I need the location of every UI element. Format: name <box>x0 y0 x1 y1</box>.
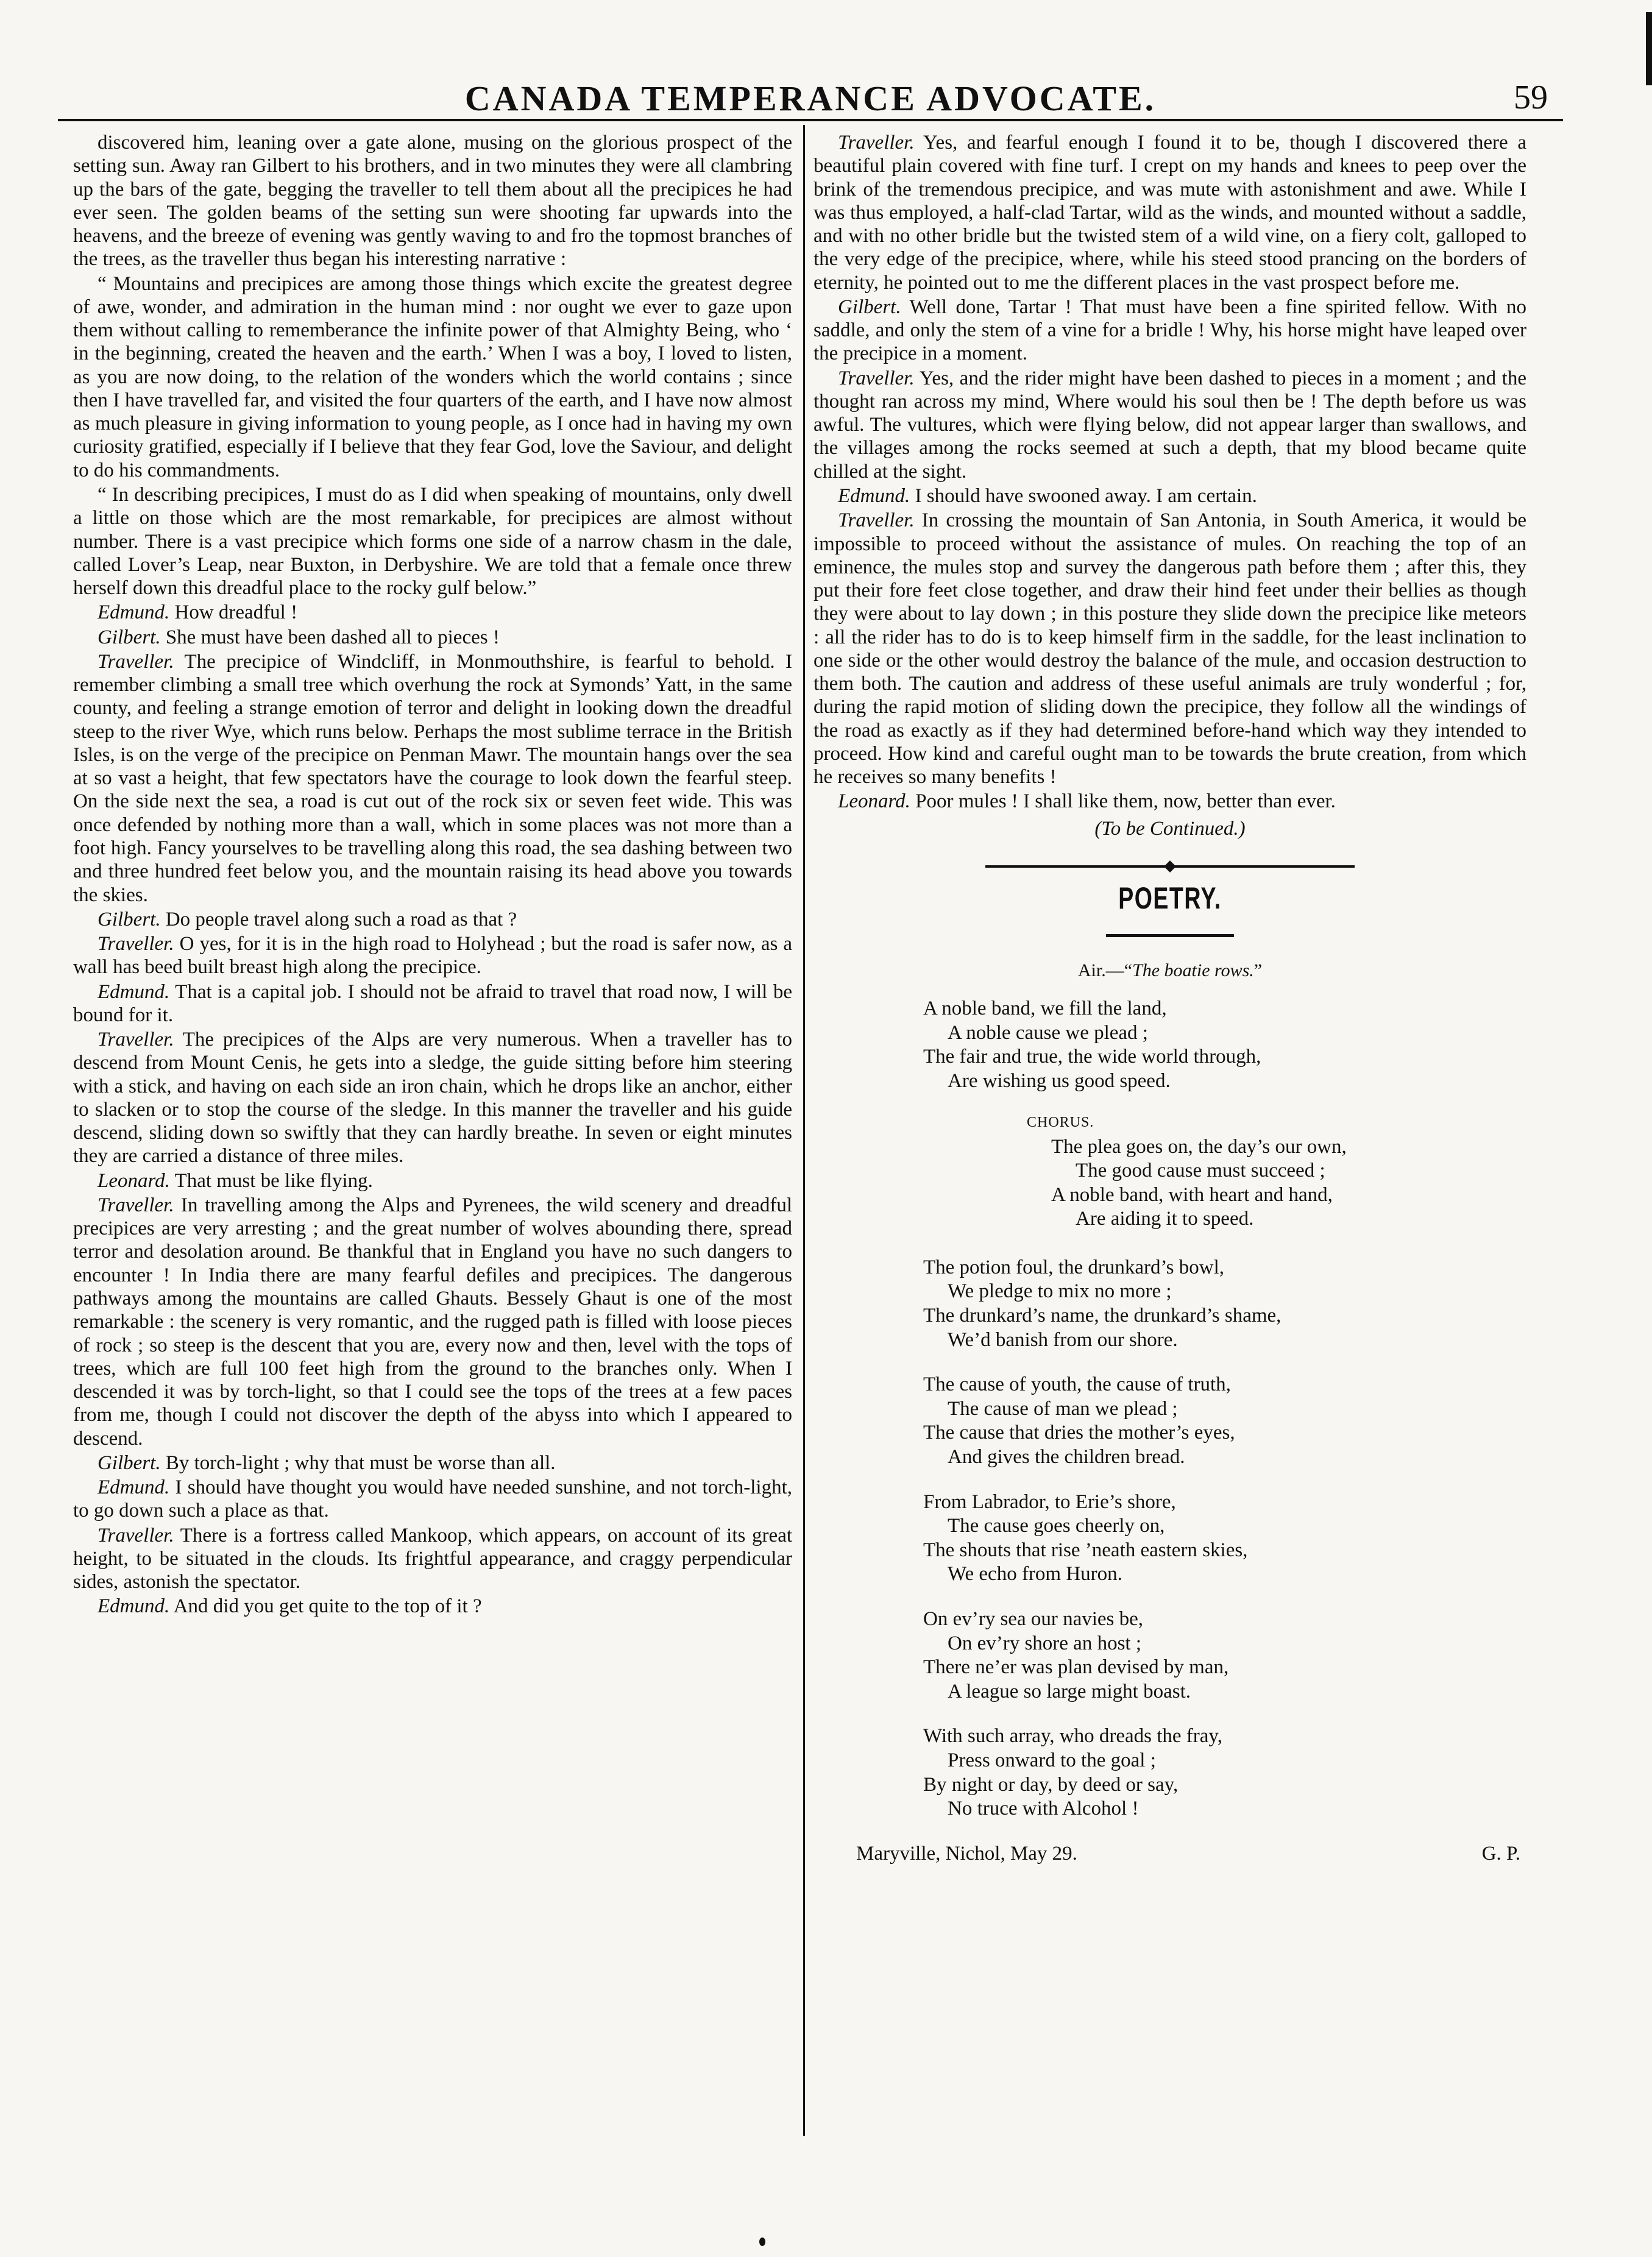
author-initials: G. P. <box>1481 1842 1520 1865</box>
verse-line: A noble cause we plead ; <box>948 1021 1148 1044</box>
speaker-name: Edmund. <box>838 484 910 507</box>
chorus-label: CHORUS. <box>1027 1114 1094 1130</box>
column-divider <box>803 125 805 2136</box>
speaker-name: Edmund. <box>97 601 170 624</box>
paragraph-text: Yes, and fearful enough I found it to be, though I discovered there a beautiful plain covered with fine turf. I crept on my hands and knees to peep over the brink of the tremendous precipice, and was mute with astonishment and awe. While I was thus employed, a half-clad Tartar, wild as the winds, and mounted without a saddle, and with no other bridle but the twisted stem of a wild vine, on a fiery colt, galloped to the very edge of the precipice, where, while his steed stood prancing on the borders of eternity, he pointed out to me the different places in the vast prospect before me. <box>814 132 1526 294</box>
speaker-name: Leonard. <box>838 790 910 813</box>
speaker-name: Traveller. <box>838 132 915 154</box>
air-line <box>814 960 1526 982</box>
paragraph-text: How dreadful ! <box>174 601 298 624</box>
right-column-dialogue <box>814 131 1526 813</box>
verse-line: The cause of man we plead ; <box>948 1397 1178 1420</box>
paragraph <box>73 1451 792 1475</box>
paragraph-text: In crossing the mountain of San Antonia, in South America, it would be impossible to proceed without the assistance of mules. On reaching the top of an eminence, the mules stop and survey the dangerous path before them ; after this, they put their fore feet close together, and draw their hind feet under their bellies as though they were about to lay down ; in this posture they slide down the precipice like meteors : all the rider has to do is to keep himself firm in the saddle, for the least inclination to one side or the other would destroy the balance of the mule, and occasion destruction to them both. The caution and address of these useful animals are truly wonderful ; for, during the rapid motion of sliding down the precipice, they follow all the windings of the road as exactly as if they had determined before-hand which way they intended to proceed. How kind and careful ought man to be towards the brute creation, from which he receives so many benefits ! <box>814 509 1526 788</box>
page-edge-mark <box>1646 12 1652 85</box>
speaker-name: Leonard. <box>97 1169 170 1192</box>
paragraph <box>73 908 792 931</box>
air-prefix: Air.—“ <box>1077 960 1133 980</box>
paragraph <box>73 980 792 1027</box>
verse-line: A noble band, we fill the land, <box>923 997 1167 1020</box>
paragraph <box>73 1595 792 1618</box>
right-column <box>814 131 1526 1873</box>
page-number: 59 <box>1514 79 1548 116</box>
speaker-name: Gilbert. <box>97 1451 161 1474</box>
paragraph <box>814 131 1526 294</box>
speaker-name: Gilbert. <box>838 296 901 318</box>
verse-line: Press onward to the goal ; <box>948 1749 1156 1771</box>
verse-line: The cause goes cheerly on, <box>948 1515 1165 1537</box>
verse-line: The cause that dries the mother’s eyes, <box>923 1422 1235 1444</box>
poem-stanzas <box>814 1256 1526 1821</box>
verse-line: The fair and true, the wide world through, <box>923 1046 1261 1068</box>
paragraph-text: Yes, and the rider might have been dashed to pieces in a moment ; and the thought ran across my mind, Where would his soul then be ! The depth before us was awful. The vultures, which were flying below, did not appear larger than swallows, and the villages among the rocks seemed at such a depth, that my blood became quite chilled at the sight. <box>814 367 1526 483</box>
paragraph <box>814 509 1526 788</box>
paragraph-text: Well done, Tartar ! That must have been a fine spirited fellow. With no saddle, and only the stem of a vine for a bridle ! Why, his horse might have leaped over the precipice in a moment. <box>814 296 1526 365</box>
verse-line: And gives the children bread. <box>948 1446 1185 1469</box>
air-suffix: ” <box>1253 960 1263 980</box>
to-be-continued: (To be Continued.) <box>1094 817 1246 840</box>
speaker-name: Edmund. <box>97 1476 170 1499</box>
paragraph-text: By torch-light ; why that must be worse than all. <box>165 1451 556 1474</box>
stanza-4 <box>923 1490 1526 1587</box>
speaker-name: Traveller. <box>97 1524 174 1547</box>
paragraph <box>73 650 792 907</box>
speaker-name: Traveller. <box>97 650 174 673</box>
verse-line: The shouts that rise ’neath eastern skies, <box>923 1539 1248 1561</box>
paragraph <box>73 932 792 979</box>
paragraph <box>73 1476 792 1523</box>
stanza-5 <box>923 1607 1526 1704</box>
paragraph <box>73 272 792 482</box>
paragraph-text: She must have been dashed all to pieces ! <box>165 626 500 648</box>
paragraph-text: And did you get quite to the top of it ? <box>173 1595 482 1618</box>
paragraph-text: “ Mountains and precipices are among those things which excite the greatest degree of awe, wonder, and admiration in the human mind : nor ought we ever to gaze upon them without calling to rememberance the infinite power of that Almighty Being, who ‘ in the beginning, created the heaven and the earth.’ When I was a boy, I loved to listen, as you are now doing, to the relation of the wonders which the world contains ; since then I have travelled far, and visited the four quarters of the earth, and I have now almost as much pleasure in giving information to young people, as I once had in having my own curiosity gratified, especially if I believe that they fear God, love the Saviour, and delight to do his commandments. <box>73 272 792 481</box>
verse-line: There ne’er was plan devised by man, <box>923 1656 1229 1679</box>
paragraph <box>814 484 1526 508</box>
speaker-name: Edmund. <box>97 980 170 1003</box>
stanza-6 <box>923 1724 1526 1821</box>
left-column <box>73 131 792 1620</box>
paragraph <box>73 1194 792 1450</box>
paragraph-text: O yes, for it is in the high road to Holyhead ; but the road is safer now, as a wall has beed built breast high along the precipice. <box>73 933 793 979</box>
speaker-name: Traveller. <box>838 509 915 532</box>
paragraph <box>73 1524 792 1594</box>
paragraph <box>73 483 792 600</box>
verse-line: We’d banish from our shore. <box>948 1328 1178 1351</box>
verse-line: From Labrador, to Erie’s shore, <box>923 1490 1176 1513</box>
signature-line <box>814 1842 1526 1873</box>
paragraph-text: That is a capital job. I should not be afraid to travel that road now, I will be bound for it. <box>73 980 793 1026</box>
paragraph <box>73 1169 792 1192</box>
ornament-top <box>814 854 1526 877</box>
verse-line: We pledge to mix no more ; <box>948 1280 1172 1303</box>
speaker-name: Edmund. <box>97 1595 170 1618</box>
verse-line: We echo from Huron. <box>948 1563 1122 1586</box>
verse-line: The potion foul, the drunkard’s bowl, <box>923 1256 1225 1278</box>
speaker-name: Traveller. <box>97 933 174 955</box>
verse-line: The cause of youth, the cause of truth, <box>923 1373 1231 1396</box>
chorus-line: A noble band, with heart and hand, <box>1051 1183 1333 1206</box>
speaker-name: Traveller. <box>97 1194 174 1216</box>
stanza-3 <box>923 1373 1526 1469</box>
chorus-line: The plea goes on, the day’s our own, <box>1051 1135 1347 1158</box>
stanza-2 <box>923 1256 1526 1352</box>
paragraph <box>73 1028 792 1168</box>
paragraph-text: Do people travel along such a road as that ? <box>165 908 517 930</box>
poetry-heading: POETRY. <box>1118 881 1222 916</box>
paragraph <box>73 131 792 271</box>
paragraph-text: I should have thought you would have needed sunshine, and not torch-light, to go down such a place as that. <box>73 1476 792 1522</box>
verse-line: On ev’ry shore an host ; <box>948 1632 1142 1654</box>
paragraph-text: There is a fortress called Mankoop, which appears, on account of its great height, to be situated in the clouds. Its frightful appearance, and craggy perpendicular sides, astonish the spectator. <box>73 1524 793 1593</box>
paragraph <box>814 367 1526 483</box>
stanza-1 <box>923 997 1526 1093</box>
speaker-name: Gilbert. <box>97 626 161 648</box>
verse-line: Are wishing us good speed. <box>948 1070 1171 1093</box>
page-header <box>73 73 1548 122</box>
paragraph <box>814 296 1526 366</box>
page-title: CANADA TEMPERANCE ADVOCATE. <box>464 79 1157 118</box>
ornament-bottom <box>814 919 1526 943</box>
air-tune: The boatie rows. <box>1132 960 1254 980</box>
verse-line: No truce with Alcohol ! <box>948 1798 1139 1820</box>
verse-line: The drunkard’s name, the drunkard’s shame, <box>923 1305 1282 1327</box>
chorus-line: Are aiding it to speed. <box>1076 1208 1254 1230</box>
verse-line: By night or day, by deed or say, <box>923 1773 1179 1796</box>
paragraph-text: I should have swooned away. I am certain. <box>915 484 1257 507</box>
verse-line: A league so large might boast. <box>948 1680 1191 1702</box>
place-date: Maryville, Nichol, May 29. <box>856 1842 1077 1865</box>
paragraph-text: Poor mules ! I shall like them, now, better than ever. <box>915 790 1336 813</box>
paragraph <box>73 626 792 649</box>
paragraph-text: The precipice of Windcliff, in Monmouthshire, is fearful to behold. I remember climbing a small tree which overhung the rock at Symonds’ Yatt, in the same county, and feeling a strange emotion of terror and delight in looking down the dreadful steep to the river Wye, which runs below. Perhaps the most sublime terrace in the British Isles, is on the verge of the precipice on Penman Mawr. The mountain hangs over the sea at so vast a height, that few spectators have the courage to look down the fearful steep. On the side next the sea, a road is cut out of the rock six or seven feet wide. This was once defended by nothing more than a wall, which in some places was not more than a foot high. Fancy yourselves to be travelling along this road, the sea dashing between two and three hundred feet below you, and the mountain raising its head above you towards the skies. <box>73 650 793 906</box>
paragraph-text: “ In describing precipices, I must do as I did when speaking of mountains, only dwell a little on those which are the most remarkable, for precipices are almost without number. There is a vast precipice which forms one side of a narrow chasm in the dale, called Lover’s Leap, near Buxton, in Derbyshire. We are told that a female once threw herself down this dreadful place to the rocky gulf below.” <box>73 483 792 600</box>
speaker-name: Traveller. <box>838 367 915 389</box>
verse-line: With such array, who dreads the fray, <box>923 1725 1223 1748</box>
verse-line: On ev’ry sea our navies be, <box>923 1608 1144 1630</box>
paragraph-text: That must be like flying. <box>174 1169 373 1192</box>
chorus-line: The good cause must succeed ; <box>1076 1160 1325 1182</box>
paragraph <box>814 790 1526 813</box>
paragraph-text: discovered him, leaning over a gate alone, musing on the glorious prospect of the setting sun. Away ran Gilbert to his brothers, and in two minutes they were all clambring up the bars of the gate, begging the traveller to tell them about all the precipices he had ever seen. The golden beams of the setting sun were shooting far upwards into the heavens, and the breeze of evening was gently waving to and fro the topmost branches of the trees, as the traveller thus began his interesting narrative : <box>73 132 792 271</box>
header-rule <box>58 119 1563 121</box>
paragraph <box>73 601 792 624</box>
paragraph-text: The precipices of the Alps are very numerous. When a traveller has to descend from Mount Cenis, he gets into a sledge, the guide sitting before him steering with a stick, and having on each side an iron chain, which he drops like an anchor, either to slacken or to stop the course of the sledge. In this manner the traveller and his guide descend, sliding down so swiftly that they can hardly breathe. In seven or eight minutes they are carried a distance of three miles. <box>73 1029 792 1167</box>
speaker-name: Traveller. <box>97 1029 174 1051</box>
print-speck <box>759 2238 765 2246</box>
paragraph-text: In travelling among the Alps and Pyrenees, the wild scenery and dreadful precipices are very arresting ; and the great number of wolves abounding there, spread terror and desolation around. Be thankful that in England you have no such dangers to encounter ! In India there are many fearful defiles and precipices. The dangerous pathways among the mountains are called Ghauts. Bessely Ghaut is one of the most remarkable : the scenery is very romantic, and the rugged path is filled with loose pieces of rock ; so steep is the descent that you are, every now and then, level with the tops of trees, which are full 100 feet high from the ground to the branches only. When I descended it was by torch-light, so that I could see the tops of the trees at a few paces from me, though I could not discover the depth of the abyss into which I appeared to descend. <box>73 1194 792 1450</box>
chorus <box>1051 1135 1526 1231</box>
speaker-name: Gilbert. <box>97 908 161 930</box>
